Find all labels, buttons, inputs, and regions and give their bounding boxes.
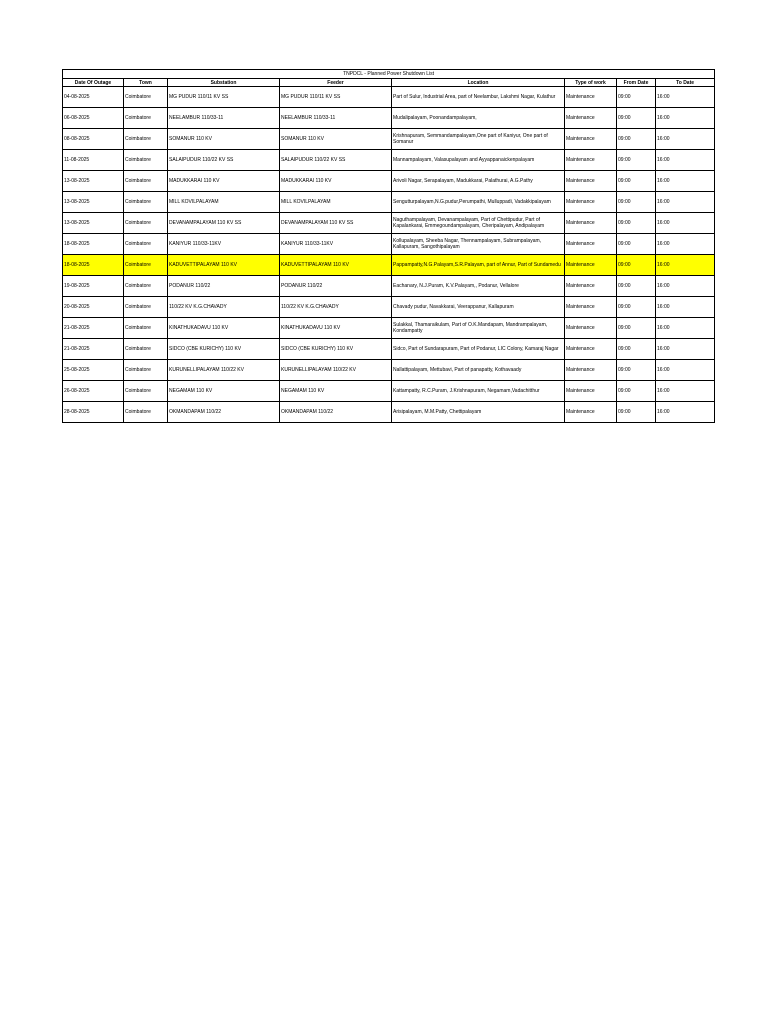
table-row (63, 339, 715, 360)
location-cell: Eachanary, N.J.Puram, K.V.Palayam,, Podanur, Vellalore (392, 276, 565, 297)
column-header: Substation (168, 79, 280, 87)
date-cell: 04-08-2025 (63, 87, 124, 108)
column-header: Date Of Outage (63, 79, 124, 87)
work-type-cell: Maintenance (565, 150, 617, 171)
town-cell: Coimbatore (124, 339, 168, 360)
feeder-cell: NEELAMBUR 110/33-11 (280, 108, 392, 129)
from-time-cell: 09:00 (617, 87, 656, 108)
work-type-cell: Maintenance (565, 297, 617, 318)
date-cell: 20-08-2025 (63, 297, 124, 318)
work-type-cell: Maintenance (565, 339, 617, 360)
from-time-cell: 09:00 (617, 171, 656, 192)
table-row (63, 108, 715, 129)
column-header: Location (392, 79, 565, 87)
substation-cell: NEGAMAM 110 KV (168, 381, 280, 402)
from-time-cell: 09:00 (617, 318, 656, 339)
work-type-cell: Maintenance (565, 360, 617, 381)
date-cell: 21-08-2025 (63, 318, 124, 339)
town-cell: Coimbatore (124, 360, 168, 381)
date-cell: 08-08-2025 (63, 129, 124, 150)
date-cell: 26-08-2025 (63, 381, 124, 402)
column-header: Type of work (565, 79, 617, 87)
sheet-title: TNPDCL - Planned Power Shutdown List (63, 70, 715, 79)
to-time-cell: 16:00 (656, 108, 715, 129)
feeder-cell: OKMANDAPAM 110/22 (280, 402, 392, 423)
feeder-cell: KADUVETTIPALAYAM 110 KV (280, 255, 392, 276)
location-cell: Krishnapuram, Semmandampalayam,One part of Kaniyur, One part of Somanur (392, 129, 565, 150)
column-header: Town (124, 79, 168, 87)
from-time-cell: 09:00 (617, 402, 656, 423)
location-cell: Sulakkal, Thamaraikulam, Part of O.K.Mandapam, Mandrampalayam, Kondampatty (392, 318, 565, 339)
from-time-cell: 09:00 (617, 276, 656, 297)
date-cell: 28-08-2025 (63, 402, 124, 423)
table-row (63, 318, 715, 339)
work-type-cell: Maintenance (565, 129, 617, 150)
location-cell: Arisipalayam, M.M.Patty, Chettipalayam (392, 402, 565, 423)
feeder-cell: SOMANUR 110 KV (280, 129, 392, 150)
from-time-cell: 09:00 (617, 108, 656, 129)
from-time-cell: 09:00 (617, 297, 656, 318)
table-row (63, 171, 715, 192)
location-cell: Arivoli Nagar, Serapalayam, Madukkarai, Palathurai, A.G.Pathy (392, 171, 565, 192)
table-row-highlighted (63, 255, 715, 276)
substation-cell: OKMANDAPAM 110/22 (168, 402, 280, 423)
date-cell: 18-08-2025 (63, 255, 124, 276)
work-type-cell: Maintenance (565, 318, 617, 339)
feeder-cell: KURUNELLIPALAYAM 110/22 KV (280, 360, 392, 381)
substation-cell: MADUKKARAI 110 KV (168, 171, 280, 192)
from-time-cell: 09:00 (617, 234, 656, 255)
town-cell: Coimbatore (124, 381, 168, 402)
table-row (63, 402, 715, 423)
feeder-cell: KINATHUKADAVU 110 KV (280, 318, 392, 339)
to-time-cell: 16:00 (656, 360, 715, 381)
town-cell: Coimbatore (124, 213, 168, 234)
to-time-cell: 16:00 (656, 381, 715, 402)
table-row (63, 297, 715, 318)
date-cell: 11-08-2025 (63, 150, 124, 171)
from-time-cell: 09:00 (617, 129, 656, 150)
location-cell: Chavady pudur, Navakkarai, Veerappanur, Kallapuram (392, 297, 565, 318)
from-time-cell: 09:00 (617, 381, 656, 402)
feeder-cell: NEGAMAM 110 KV (280, 381, 392, 402)
work-type-cell: Maintenance (565, 276, 617, 297)
town-cell: Coimbatore (124, 255, 168, 276)
table-row (63, 213, 715, 234)
date-cell: 13-08-2025 (63, 171, 124, 192)
feeder-cell: MADUKKARAI 110 KV (280, 171, 392, 192)
substation-cell: KANIYUR 110/33-11KV (168, 234, 280, 255)
substation-cell: KURUNELLIPALAYAM 110/22 KV (168, 360, 280, 381)
work-type-cell: Maintenance (565, 171, 617, 192)
date-cell: 25-08-2025 (63, 360, 124, 381)
table-row (63, 129, 715, 150)
location-cell: Naguthampalayam, Devanampalayam, Part of Chettipudur, Part of Kapalankarai, Emmegoundampalayam, Cheripalayam, Andipalayam (392, 213, 565, 234)
date-cell: 13-08-2025 (63, 213, 124, 234)
location-cell: Mudalipalayam, Poonandampalayam, (392, 108, 565, 129)
from-time-cell: 09:00 (617, 360, 656, 381)
substation-cell: PODANUR 110/22 (168, 276, 280, 297)
substation-cell: SOMANUR 110 KV (168, 129, 280, 150)
to-time-cell: 16:00 (656, 171, 715, 192)
table-row (63, 234, 715, 255)
table-row (63, 360, 715, 381)
date-cell: 18-08-2025 (63, 234, 124, 255)
to-time-cell: 16:00 (656, 150, 715, 171)
work-type-cell: Maintenance (565, 234, 617, 255)
town-cell: Coimbatore (124, 234, 168, 255)
from-time-cell: 09:00 (617, 255, 656, 276)
town-cell: Coimbatore (124, 150, 168, 171)
date-cell: 06-08-2025 (63, 108, 124, 129)
work-type-cell: Maintenance (565, 255, 617, 276)
to-time-cell: 16:00 (656, 402, 715, 423)
town-cell: Coimbatore (124, 192, 168, 213)
town-cell: Coimbatore (124, 297, 168, 318)
table-row (63, 276, 715, 297)
to-time-cell: 16:00 (656, 339, 715, 360)
feeder-cell: SALAIPUDUR 110/22 KV SS (280, 150, 392, 171)
header-row (63, 79, 715, 87)
feeder-cell: MILL KOVILPALAYAM (280, 192, 392, 213)
location-cell: Sidco, Part of Sundarapuram, Part of Podanur, LIC Colony, Kamaraj Nagar (392, 339, 565, 360)
feeder-cell: MG PUDUR 110/11 KV SS (280, 87, 392, 108)
town-cell: Coimbatore (124, 129, 168, 150)
town-cell: Coimbatore (124, 318, 168, 339)
substation-cell: MILL KOVILPALAYAM (168, 192, 280, 213)
work-type-cell: Maintenance (565, 108, 617, 129)
town-cell: Coimbatore (124, 87, 168, 108)
town-cell: Coimbatore (124, 171, 168, 192)
substation-cell: SIDCO (CBE KURICHY) 110 KV (168, 339, 280, 360)
feeder-cell: 110/22 KV K.G.CHAVADY (280, 297, 392, 318)
town-cell: Coimbatore (124, 108, 168, 129)
column-header: Feeder (280, 79, 392, 87)
from-time-cell: 09:00 (617, 192, 656, 213)
location-cell: Sengutturpalayam,N.G.pudur,Perumpathi, Mulluppadi, Vadakkipalayam (392, 192, 565, 213)
substation-cell: DEVANAMPALAYAM 110 KV SS (168, 213, 280, 234)
work-type-cell: Maintenance (565, 381, 617, 402)
location-cell: Nallattipalayam, Mettubavi, Part of panapatty, Kothavaady (392, 360, 565, 381)
substation-cell: SALAIPUDUR 110/22 KV SS (168, 150, 280, 171)
to-time-cell: 16:00 (656, 192, 715, 213)
feeder-cell: SIDCO (CBE KURICHY) 110 KV (280, 339, 392, 360)
table-row (63, 381, 715, 402)
from-time-cell: 09:00 (617, 150, 656, 171)
substation-cell: 110/22 KV K.G.CHAVADY (168, 297, 280, 318)
feeder-cell: DEVANAMPALAYAM 110 KV SS (280, 213, 392, 234)
to-time-cell: 16:00 (656, 87, 715, 108)
table-row (63, 192, 715, 213)
location-cell: Kattampatty, R.C.Puram, J.Krishnapuram, Negamam,Vadachitthur (392, 381, 565, 402)
work-type-cell: Maintenance (565, 213, 617, 234)
location-cell: Mannampalayam, Valasupalayam and Ayyappanaickenpalayam (392, 150, 565, 171)
work-type-cell: Maintenance (565, 192, 617, 213)
work-type-cell: Maintenance (565, 87, 617, 108)
from-time-cell: 09:00 (617, 213, 656, 234)
to-time-cell: 16:00 (656, 213, 715, 234)
location-cell: Kollupalayam, Sheeba Nagar, Thennampalayam, Subrampalayam, Kallapuram, Sangothipalayam (392, 234, 565, 255)
location-cell: Part of Sulur, Industrial Area, part of Neelambur, Lakshmi Nagar, Kulathur (392, 87, 565, 108)
column-header: From Date (617, 79, 656, 87)
from-time-cell: 09:00 (617, 339, 656, 360)
to-time-cell: 16:00 (656, 234, 715, 255)
feeder-cell: PODANUR 110/22 (280, 276, 392, 297)
date-cell: 13-08-2025 (63, 192, 124, 213)
to-time-cell: 16:00 (656, 129, 715, 150)
to-time-cell: 16:00 (656, 297, 715, 318)
table-row (63, 87, 715, 108)
substation-cell: KINATHUKADAVU 110 KV (168, 318, 280, 339)
substation-cell: NEELAMBUR 110/33-11 (168, 108, 280, 129)
shutdown-sheet (62, 69, 714, 423)
to-time-cell: 16:00 (656, 255, 715, 276)
town-cell: Coimbatore (124, 276, 168, 297)
table-row (63, 150, 715, 171)
work-type-cell: Maintenance (565, 402, 617, 423)
to-time-cell: 16:00 (656, 276, 715, 297)
town-cell: Coimbatore (124, 402, 168, 423)
date-cell: 19-08-2025 (63, 276, 124, 297)
column-header: To Date (656, 79, 715, 87)
substation-cell: KADUVETTIPALAYAM 110 KV (168, 255, 280, 276)
feeder-cell: KANIYUR 110/33-11KV (280, 234, 392, 255)
shutdown-table (62, 69, 715, 423)
location-cell: Pappampatty,N.G.Palayam,S.R.Palayam, part of Annur, Part of Sundamedu (392, 255, 565, 276)
to-time-cell: 16:00 (656, 318, 715, 339)
substation-cell: MG PUDUR 110/11 KV SS (168, 87, 280, 108)
date-cell: 21-08-2025 (63, 339, 124, 360)
